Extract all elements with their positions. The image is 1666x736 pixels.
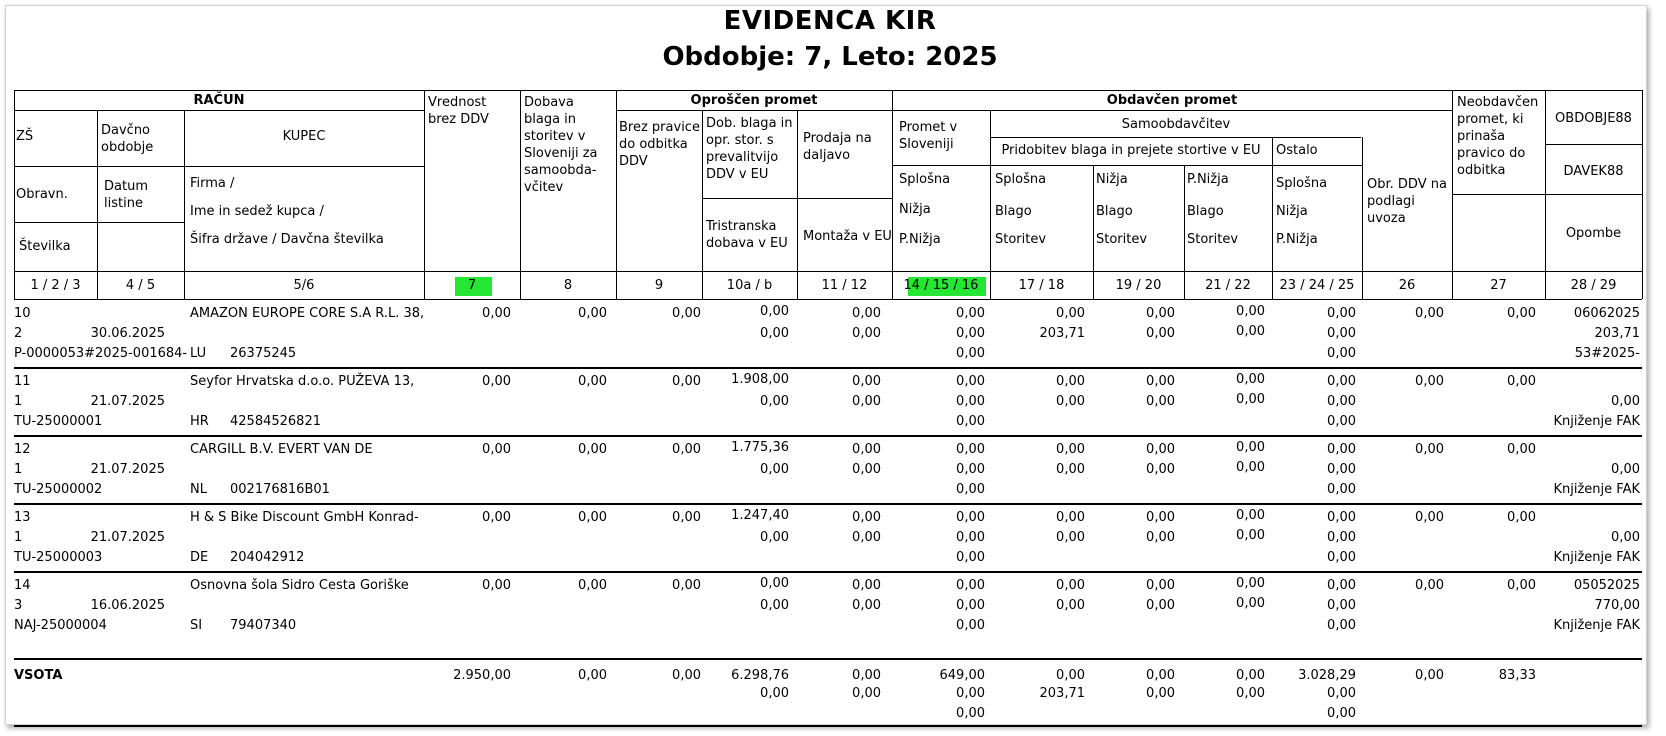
- row-firma: AMAZON EUROPE CORE S.A R.L. 38,: [190, 306, 425, 321]
- cell-c8: 0,00: [578, 442, 607, 457]
- cell-c8: 0,00: [578, 374, 607, 389]
- row-datum: 21.07.2025: [90, 462, 165, 477]
- cell-c20: 0,00: [1146, 598, 1175, 613]
- header-pnizja-25: P.Nižja: [1276, 232, 1318, 247]
- total-c15: 0,00: [956, 686, 985, 701]
- header-montaza: Montaža v EU: [803, 229, 892, 244]
- row-firma: H & S Bike Discount GmbH Konrad-: [190, 510, 419, 525]
- total-c12: 0,00: [852, 686, 881, 701]
- cell-c15: 0,00: [956, 394, 985, 409]
- row-datum: 30.06.2025: [90, 326, 165, 341]
- cell-c14: 0,00: [956, 442, 985, 457]
- cell-c24: 0,00: [1327, 394, 1356, 409]
- cell-c23: 0,00: [1327, 442, 1356, 457]
- column-number: 26: [1398, 278, 1416, 293]
- cell-c16: 0,00: [956, 482, 985, 497]
- cell-c12: 0,00: [852, 530, 881, 545]
- total-c21: 0,00: [1236, 668, 1265, 683]
- header-obdobje88: OBDOBJE88: [1555, 111, 1632, 126]
- cell-c27: 0,00: [1507, 510, 1536, 525]
- cell-c11: 0,00: [852, 442, 881, 457]
- row-separator: [14, 367, 1642, 369]
- header-tristranska: Tristranska dobava v EU: [706, 219, 788, 251]
- cell-c9: 0,00: [672, 306, 701, 321]
- row-zs: 12: [14, 442, 31, 457]
- cell-c15: 0,00: [956, 530, 985, 545]
- header-nizja-15: Nižja: [899, 202, 931, 217]
- column-number: 21 / 22: [1205, 278, 1251, 293]
- cell-c26: 0,00: [1415, 306, 1444, 321]
- cell-c21: 0,00: [1236, 508, 1265, 523]
- row-obravn: 3: [14, 598, 23, 613]
- row-obravn: 1: [14, 462, 23, 477]
- cell-c18: 203,71: [1039, 326, 1085, 341]
- column-number: 23 / 24 / 25: [1279, 278, 1355, 293]
- total-c23: 3.028,29: [1298, 668, 1356, 683]
- header-zs: ZŠ: [16, 129, 34, 144]
- header-pridobitev: Pridobitev blaga in prejete stortive v EU: [1001, 143, 1261, 158]
- total-c26: 0,00: [1415, 668, 1444, 683]
- cell-c15: 0,00: [956, 598, 985, 613]
- row-datum: 21.07.2025: [90, 530, 165, 545]
- header-ime: Ime in sedež kupca /: [190, 204, 324, 219]
- cell-c16: 0,00: [956, 618, 985, 633]
- column-number: 27: [1490, 278, 1507, 293]
- cell-davek88: 770,00: [1594, 598, 1640, 613]
- cell-c26: 0,00: [1415, 374, 1444, 389]
- header-obr-ddv: Obr. DDV na podlagi uvoza: [1367, 177, 1447, 226]
- cell-c21: 0,00: [1236, 372, 1265, 387]
- cell-c16: 0,00: [956, 550, 985, 565]
- cell-c19: 0,00: [1146, 306, 1175, 321]
- cell-c23: 0,00: [1327, 578, 1356, 593]
- column-number: 5/6: [293, 278, 315, 293]
- total-c16: 0,00: [956, 706, 985, 721]
- header-firma: Firma /: [190, 176, 235, 191]
- header-racun: RAČUN: [193, 93, 245, 108]
- cell-c19: 0,00: [1146, 510, 1175, 525]
- total-c10b: 0,00: [760, 686, 789, 701]
- cell-opombe: Knjiženje FAK: [1553, 618, 1640, 633]
- cell-c26: 0,00: [1415, 442, 1444, 457]
- total-label: VSOTA: [14, 668, 63, 683]
- header-storitev-18: Storitev: [995, 232, 1047, 247]
- header-blago-17: Blago: [995, 204, 1032, 219]
- cell-c10b: 0,00: [760, 394, 789, 409]
- cell-c12: 0,00: [852, 598, 881, 613]
- cell-c26: 0,00: [1415, 510, 1444, 525]
- cell-c8: 0,00: [578, 578, 607, 593]
- column-number: 8: [563, 278, 573, 293]
- header-vrednost: Vrednost brez DDV: [428, 95, 489, 127]
- header-oprosceni-promet: Oproščen promet: [690, 93, 818, 108]
- header-datum-listine: Datum listine: [104, 179, 148, 211]
- cell-c11: 0,00: [852, 510, 881, 525]
- header-davcno-obdobje: Davčno obdobje: [101, 123, 154, 155]
- cell-c20: 0,00: [1146, 530, 1175, 545]
- cell-c10b: 0,00: [760, 530, 789, 545]
- cell-c10a: 1.247,40: [731, 508, 789, 523]
- row-separator: [14, 571, 1642, 573]
- cell-c20: 0,00: [1146, 462, 1175, 477]
- row-drzava: DE: [190, 550, 209, 565]
- total-separator: [14, 658, 1642, 660]
- cell-c25: 0,00: [1327, 550, 1356, 565]
- cell-c20: 0,00: [1146, 326, 1175, 341]
- total-c25: 0,00: [1327, 706, 1356, 721]
- total-c9: 0,00: [672, 668, 701, 683]
- header-storitev-20: Storitev: [1096, 232, 1148, 247]
- row-obravn: 1: [14, 394, 23, 409]
- row-davcna: 42584526821: [230, 414, 321, 429]
- cell-c24: 0,00: [1327, 598, 1356, 613]
- column-number: 14 / 15 / 16: [903, 278, 979, 293]
- row-datum: 16.06.2025: [90, 598, 165, 613]
- cell-c21: 0,00: [1236, 304, 1265, 319]
- cell-c24: 0,00: [1327, 530, 1356, 545]
- cell-c11: 0,00: [852, 578, 881, 593]
- cell-c19: 0,00: [1146, 442, 1175, 457]
- cell-c9: 0,00: [672, 442, 701, 457]
- cell-c18: 0,00: [1056, 598, 1085, 613]
- cell-c23: 0,00: [1327, 374, 1356, 389]
- header-ostalo: Ostalo: [1276, 143, 1318, 158]
- cell-c15: 0,00: [956, 462, 985, 477]
- row-zs: 14: [14, 578, 31, 593]
- cell-c16: 0,00: [956, 346, 985, 361]
- cell-c11: 0,00: [852, 306, 881, 321]
- row-separator: [14, 503, 1642, 505]
- header-blago-19: Blago: [1096, 204, 1133, 219]
- cell-c17: 0,00: [1056, 578, 1085, 593]
- header-stevilka: Številka: [19, 239, 71, 254]
- cell-c26: 0,00: [1415, 578, 1444, 593]
- cell-c18: 0,00: [1056, 530, 1085, 545]
- cell-c24: 0,00: [1327, 326, 1356, 341]
- column-number: 11 / 12: [821, 278, 868, 293]
- cell-c14: 0,00: [956, 578, 985, 593]
- header-dobava: Dobava blaga in storitev v Sloveniji za samoobda-včitev: [524, 95, 598, 195]
- row-firma: CARGILL B.V. EVERT VAN DE: [190, 442, 373, 457]
- row-obravn: 2: [14, 326, 23, 341]
- row-zs: 13: [14, 510, 31, 525]
- cell-c9: 0,00: [672, 510, 701, 525]
- row-datum: 21.07.2025: [90, 394, 165, 409]
- cell-c12: 0,00: [852, 394, 881, 409]
- header-pnizja-16: P.Nižja: [899, 232, 941, 247]
- cell-c27: 0,00: [1507, 374, 1536, 389]
- row-stevilka: TU-25000002: [14, 482, 103, 497]
- cell-davek88: 0,00: [1611, 462, 1640, 477]
- total-c10a: 6.298,76: [731, 668, 789, 683]
- cell-c21: 0,00: [1236, 440, 1265, 455]
- header-pnizja-21: P.Nižja: [1187, 172, 1229, 187]
- cell-c22: 0,00: [1236, 324, 1265, 339]
- cell-c9: 0,00: [672, 578, 701, 593]
- cell-c27: 0,00: [1507, 442, 1536, 457]
- cell-c27: 0,00: [1507, 578, 1536, 593]
- cell-c10b: 0,00: [760, 462, 789, 477]
- column-number: 1 / 2 / 3: [30, 278, 81, 293]
- cell-c17: 0,00: [1056, 442, 1085, 457]
- cell-c17: 0,00: [1056, 306, 1085, 321]
- total-c17: 0,00: [1056, 668, 1085, 683]
- row-drzava: SI: [190, 618, 203, 633]
- column-number: 7: [467, 278, 477, 293]
- total-c22: 0,00: [1236, 686, 1265, 701]
- cell-c10b: 0,00: [760, 598, 789, 613]
- total-c14: 649,00: [939, 668, 985, 683]
- header-samoobdavcitev: Samoobdavčitev: [1121, 117, 1231, 132]
- header-nizja-19: Nižja: [1096, 172, 1128, 187]
- cell-c22: 0,00: [1236, 392, 1265, 407]
- column-number: 10a / b: [726, 278, 773, 293]
- cell-c12: 0,00: [852, 462, 881, 477]
- cell-c14: 0,00: [956, 374, 985, 389]
- row-obravn: 1: [14, 530, 23, 545]
- cell-obdobje88: 06062025: [1573, 306, 1640, 321]
- cell-c22: 0,00: [1236, 596, 1265, 611]
- cell-c22: 0,00: [1236, 460, 1265, 475]
- header-obdavcen-promet: Obdavčen promet: [1106, 93, 1238, 108]
- header-kupec: KUPEC: [282, 129, 326, 144]
- cell-c25: 0,00: [1327, 414, 1356, 429]
- column-number: 4 / 5: [125, 278, 156, 293]
- row-stevilka: TU-25000001: [14, 414, 103, 429]
- cell-c17: 0,00: [1056, 374, 1085, 389]
- cell-opombe: 53#2025-: [1574, 346, 1640, 361]
- total-c7: 2.950,00: [453, 668, 511, 683]
- cell-c10a: 0,00: [760, 304, 789, 319]
- cell-c11: 0,00: [852, 374, 881, 389]
- cell-c8: 0,00: [578, 306, 607, 321]
- header-davek88: DAVEK88: [1563, 164, 1624, 179]
- cell-c10b: 0,00: [760, 326, 789, 341]
- cell-c23: 0,00: [1327, 306, 1356, 321]
- cell-c21: 0,00: [1236, 576, 1265, 591]
- cell-c7: 0,00: [482, 442, 511, 457]
- cell-c25: 0,00: [1327, 346, 1356, 361]
- row-firma: Seyfor Hrvatska d.o.o. PUŽEVA 13,: [190, 374, 415, 389]
- row-davcna: 79407340: [230, 618, 297, 633]
- total-c8: 0,00: [578, 668, 607, 683]
- header-sifra: Šifra države / Davčna številka: [190, 232, 384, 247]
- cell-c22: 0,00: [1236, 528, 1265, 543]
- cell-c8: 0,00: [578, 510, 607, 525]
- cell-c10a: 1.775,36: [731, 440, 789, 455]
- row-drzava: LU: [190, 346, 207, 361]
- cell-c19: 0,00: [1146, 374, 1175, 389]
- cell-opombe: Knjiženje FAK: [1553, 414, 1640, 429]
- cell-c23: 0,00: [1327, 510, 1356, 525]
- cell-c16: 0,00: [956, 414, 985, 429]
- cell-c14: 0,00: [956, 510, 985, 525]
- cell-c7: 0,00: [482, 306, 511, 321]
- header-opombe: Opombe: [1565, 226, 1622, 241]
- row-stevilka: P-0000053#2025-001684-: [14, 346, 188, 361]
- cell-c18: 0,00: [1056, 462, 1085, 477]
- cell-c7: 0,00: [482, 374, 511, 389]
- cell-c20: 0,00: [1146, 394, 1175, 409]
- report-subtitle: Obdobje: 7, Leto: 2025: [662, 42, 998, 72]
- cell-davek88: 0,00: [1611, 530, 1640, 545]
- total-c20: 0,00: [1146, 686, 1175, 701]
- row-stevilka: NAJ-25000004: [14, 618, 107, 633]
- total-c24: 0,00: [1327, 686, 1356, 701]
- cell-c10a: 1.908,00: [731, 372, 789, 387]
- cell-c25: 0,00: [1327, 482, 1356, 497]
- header-splosna-14: Splošna: [899, 172, 951, 187]
- cell-davek88: 0,00: [1611, 394, 1640, 409]
- row-davcna: 204042912: [230, 550, 305, 565]
- total-c11: 0,00: [852, 668, 881, 683]
- cell-c18: 0,00: [1056, 394, 1085, 409]
- row-stevilka: TU-25000003: [14, 550, 103, 565]
- row-drzava: NL: [190, 482, 207, 497]
- column-number: 9: [654, 278, 664, 293]
- cell-c19: 0,00: [1146, 578, 1175, 593]
- cell-c15: 0,00: [956, 326, 985, 341]
- report-title: EVIDENCA KIR: [723, 6, 937, 36]
- cell-c9: 0,00: [672, 374, 701, 389]
- header-nizja-24: Nižja: [1276, 204, 1308, 219]
- row-zs: 10: [14, 306, 31, 321]
- cell-opombe: Knjiženje FAK: [1553, 550, 1640, 565]
- bottom-line: [14, 725, 1642, 727]
- cell-davek88: 203,71: [1594, 326, 1640, 341]
- row-davcna: 002176816B01: [230, 482, 330, 497]
- column-number: 17 / 18: [1018, 278, 1065, 293]
- header-storitev-22: Storitev: [1187, 232, 1239, 247]
- row-zs: 11: [14, 374, 31, 389]
- header-dob-blaga: Dob. blaga in opr. stor. s prevalitvijo DDV v EU: [706, 116, 793, 182]
- header-neobdavcen: Neobdavčen promet, ki prinaša pravico do odbitka: [1457, 95, 1539, 178]
- cell-c7: 0,00: [482, 578, 511, 593]
- row-separator: [14, 435, 1642, 437]
- cell-c25: 0,00: [1327, 618, 1356, 633]
- cell-opombe: Knjiženje FAK: [1553, 482, 1640, 497]
- row-firma: Osnovna šola Sidro Cesta Goriške: [190, 578, 409, 593]
- header-promet-slo: Promet v Sloveniji: [899, 120, 958, 152]
- column-number: 19 / 20: [1115, 278, 1162, 293]
- cell-c27: 0,00: [1507, 306, 1536, 321]
- column-number: 28 / 29: [1570, 278, 1617, 293]
- report-frame: [5, 5, 1647, 725]
- cell-c17: 0,00: [1056, 510, 1085, 525]
- total-c18: 203,71: [1039, 686, 1085, 701]
- cell-c14: 0,00: [956, 306, 985, 321]
- cell-c12: 0,00: [852, 326, 881, 341]
- header-obravn: Obravn.: [16, 187, 68, 202]
- header-splosna-17: Splošna: [995, 172, 1047, 187]
- header-brez-pravice: Brez pravice do odbitka DDV: [619, 120, 700, 169]
- row-drzava: HR: [190, 414, 209, 429]
- row-davcna: 26375245: [230, 346, 297, 361]
- cell-c7: 0,00: [482, 510, 511, 525]
- header-blago-21: Blago: [1187, 204, 1224, 219]
- header-splosna-23: Splošna: [1276, 176, 1328, 191]
- cell-c10a: 0,00: [760, 576, 789, 591]
- cell-c24: 0,00: [1327, 462, 1356, 477]
- cell-obdobje88: 05052025: [1573, 578, 1640, 593]
- total-c27: 83,33: [1498, 668, 1536, 683]
- header-prodaja: Prodaja na daljavo: [803, 131, 872, 163]
- total-c19: 0,00: [1146, 668, 1175, 683]
